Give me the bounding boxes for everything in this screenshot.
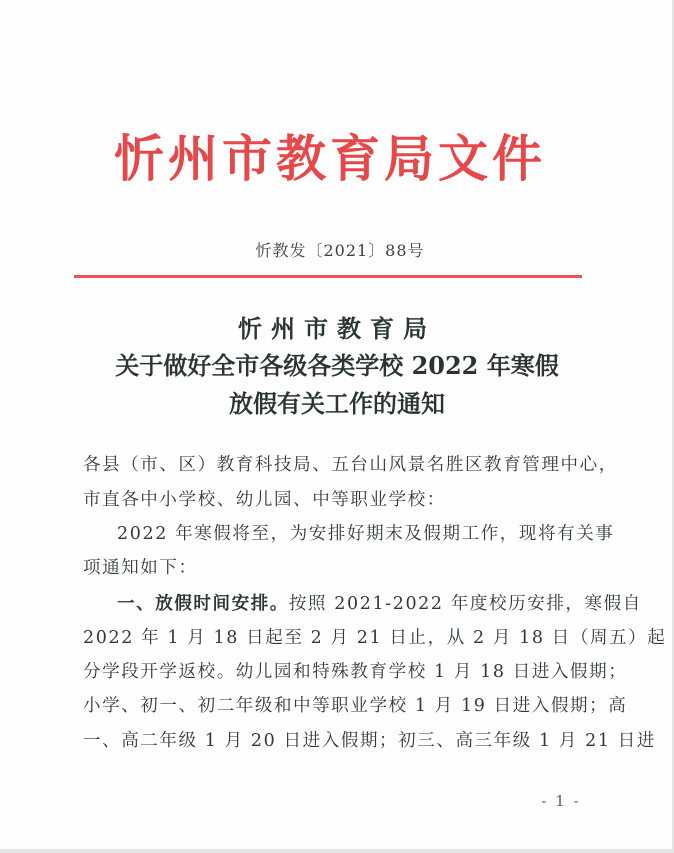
section1-line-1-text: 按照 2021-2022 年度校历安排，寒假自: [288, 594, 642, 614]
page-number: - 1 -: [541, 792, 581, 810]
notice-title-line-3: 放假有关工作的通知: [229, 389, 445, 418]
section1-line-2: 2022 年 1 月 18 日起至 2 月 21 日止，从 2 月 18 日（周五）起: [83, 628, 667, 648]
intro-line-1: 2022 年寒假将至，为安排好期末及假期工作，现将有关事: [117, 524, 615, 544]
notice-title-line-2: 关于做好全市各级各类学校 2022 年寒假: [115, 351, 559, 380]
section1-line-4: 小学、初一、初二年级和中等职业学校 1 月 19 日进入假期；高: [83, 696, 628, 716]
masthead-title: 忻州市教育局文件: [114, 129, 546, 188]
section1-line-3: 分学段开学返校。幼儿园和特殊教育学校 1 月 18 日进入假期；: [83, 662, 628, 682]
intro-line-2: 项通知如下：: [83, 558, 198, 578]
section1-line-5: 一、高二年级 1 月 20 日进入假期；初三、高三年级 1 月 21 日进: [83, 731, 657, 751]
addressee-line-2: 市直各中小学校、幼儿园、中等职业学校：: [83, 490, 446, 510]
red-divider-rule: [74, 275, 582, 278]
addressee-line-1: 各县（市、区）教育科技局、五台山风景名胜区教育管理中心，: [83, 455, 618, 475]
section1-line-1: [117, 592, 642, 616]
notice-title-issuer: 忻州市教育局: [238, 314, 436, 343]
document-number: 忻教发〔2021〕88号: [255, 241, 425, 260]
section1-heading: 一、放假时间安排。: [117, 594, 289, 614]
